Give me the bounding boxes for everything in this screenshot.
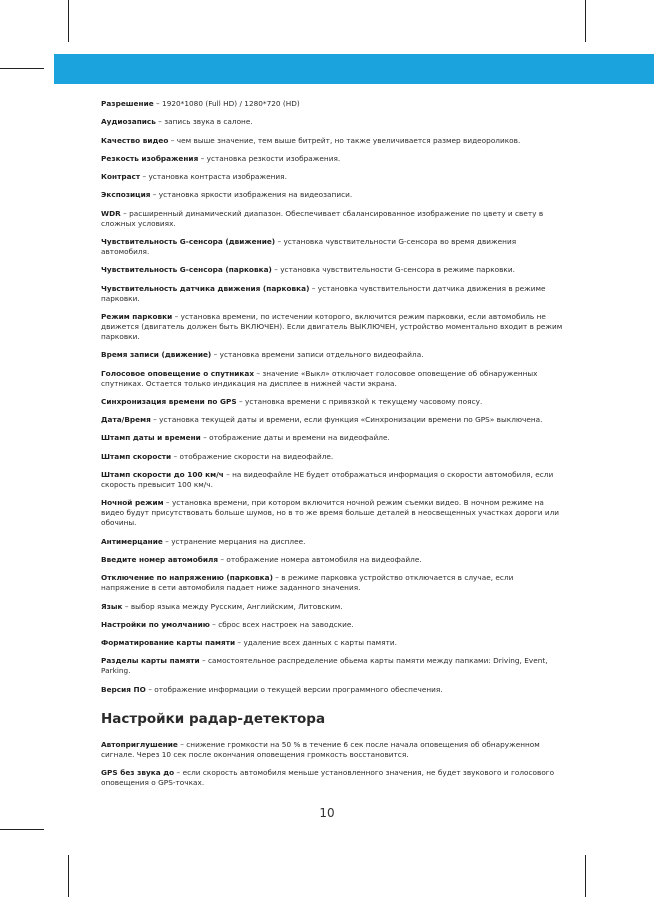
setting-entry [101,117,563,127]
section-title: Настройки радар-детектора [101,710,326,727]
setting-description: – установка яркости изображения на видеозаписи. [150,190,353,200]
setting-description: – выбор языка между Русским, Английским, Литовским. [122,601,343,611]
setting-description: – отображение информации о текущей версии программного обеспечения. [145,684,443,694]
setting-term: Аудиозапись [101,117,156,127]
setting-term: Синхронизация времени по GPS [101,396,237,406]
settings-list [101,99,563,695]
setting-term: Контраст [101,172,141,182]
setting-term: WDR [101,208,121,218]
setting-entry [101,573,563,593]
radar-setting-entry [101,740,563,760]
setting-entry [101,237,563,257]
crop-mark-top-right [585,0,586,42]
setting-description: – в режиме парковка устройство отключается в случае, если напряжение в сети автомобиля падает ниже заданного значения. [101,573,514,593]
setting-description: – на видеофайле НЕ будет отображаться информация о скорости автомобиля, если скорость превысит 100 км/ч. [101,470,554,490]
setting-term: Разделы карты памяти [101,656,200,666]
page-number: 10 [319,806,335,820]
setting-entry [101,172,563,182]
crop-mark-left-bottom [0,829,44,830]
setting-description: – отображение скорости на видеофайле. [171,451,334,461]
setting-description: – удаление всех данных с карты памяти. [235,638,397,648]
setting-entry [101,99,563,109]
setting-term: Введите номер автомобиля [101,554,219,564]
setting-entry [101,284,563,304]
setting-term: Штамп даты и времени [101,433,201,443]
setting-term: Голосовое оповещение о спутниках [101,368,255,378]
setting-description: – установка контраста изображения. [140,172,287,182]
setting-description: – сброс всех настроек на заводские. [209,619,354,629]
setting-entry [101,620,563,630]
setting-description: – установка резкости изображения. [198,153,341,163]
setting-entry [101,537,563,547]
radar-settings-list [101,740,563,788]
setting-term: Автоприглушение [101,739,178,749]
crop-mark-top-left [68,0,69,42]
setting-description: – устранение мерцания на дисплее. [162,536,306,546]
setting-description: – запись звука в салоне. [155,117,253,127]
setting-term: Ночной режим [101,498,164,508]
setting-entry [101,555,563,565]
setting-description: – установка чувствительности G-сенсора в режиме парковки. [271,265,515,275]
setting-description: – установка чувствительности G-сенсора во время движения автомобиля. [101,237,517,257]
setting-entry [101,209,563,229]
setting-description: – установка времени записи отдельного видеофайла. [211,350,424,360]
setting-term: Резкость изображения [101,153,199,163]
setting-entry [101,265,563,275]
setting-description: – установка времени, по истечении которого, включится режим парковки, если автомобиль не движется (двигатель должен быть ВКЛЮЧЕН). Если двигатель ВЫКЛЮЧЕН, устройство моментально входит в режим парковки. [101,311,563,341]
setting-term: Настройки по умолчанию [101,619,210,629]
setting-term: Штамп скорости [101,451,172,461]
setting-entry [101,312,563,342]
crop-mark-bottom-right [585,855,586,897]
setting-term: Чувствительность G-сенсора (движение) [101,237,276,247]
setting-description: – отображение даты и времени на видеофайле. [200,433,390,443]
setting-description: – установка времени, при котором включится ночной режим съемки видео. В ночном режиме на видео будут присутствовать больше шумов, но в то же время больше деталей в неосвещенных участках дороги или обочины. [101,498,560,528]
setting-entry [101,350,563,360]
setting-entry [101,433,563,443]
setting-description: – самостоятельное распределение обьема карты памяти между папками: Driving, Event, Parking. [101,656,548,676]
setting-entry [101,415,563,425]
setting-description: – 1920*1080 (Full HD) / 1280*720 (HD) [153,99,300,108]
setting-description: – чем выше значение, тем выше битрейт, но также увеличивается размер видеороликов. [168,135,521,145]
setting-term: Режим парковки [101,311,173,321]
setting-description: – установка текущей даты и времени, если функция «Синхронизации времени по GPS» выключена. [150,415,543,425]
setting-term: Экспозиция [101,190,151,200]
setting-entry [101,685,563,695]
setting-term: Форматирование карты памяти [101,638,236,648]
setting-entry [101,397,563,407]
header-banner [54,54,654,84]
setting-term: Время записи (движение) [101,350,212,360]
setting-entry [101,452,563,462]
setting-term: Отключение по напряжению (парковка) [101,573,273,583]
setting-entry [101,190,563,200]
setting-entry [101,154,563,164]
setting-description: – снижение громкости на 50 % в течение 6 сек после начала оповещения об обнаруженном сигнале. Через 10 сек после окончания оповещения громкость восстановится. [101,739,540,759]
setting-term: Чувствительность датчика движения (парковка) [101,283,310,293]
setting-term: GPS без звука до [101,768,175,778]
setting-description: – значение «Выкл» отключает голосовое оповещение об обнаруженных спутниках. Остается только индикация на дисплее в нижней части экрана. [101,368,538,388]
setting-description: – расширенный динамический диапазон. Обеспечивает сбалансированное изображение по цвету и свету в сложных условиях. [101,208,544,228]
settings-content [101,99,563,796]
radar-setting-entry [101,768,563,788]
setting-term: Качество видео [101,135,169,145]
setting-entry [101,470,563,490]
setting-entry [101,638,563,648]
setting-entry [101,602,563,612]
crop-mark-left-top [0,68,44,69]
setting-description: – установка чувствительности датчика движения в режиме парковки. [101,283,546,303]
setting-term: Дата/Время [101,415,151,425]
setting-term: Версия ПО [101,684,146,694]
crop-mark-bottom-left [68,855,69,897]
setting-term: Язык [101,601,123,611]
setting-term: Антимерцание [101,536,163,546]
setting-entry [101,498,563,528]
setting-term: Разрешение [101,99,154,108]
setting-entry [101,136,563,146]
setting-term: Штамп скорости до 100 км/ч [101,470,224,480]
setting-description: – отображение номера автомобиля на видеофайле. [218,554,422,564]
setting-term: Чувствительность G-сенсора (парковка) [101,265,272,275]
setting-entry [101,369,563,389]
setting-description: – установка времени с привязкой к текущему часовому поясу. [236,396,483,406]
setting-description: – если скорость автомобиля меньше установленного значения, не будет звукового и голосового оповещения о GPS-точках. [101,768,555,788]
setting-entry [101,656,563,676]
